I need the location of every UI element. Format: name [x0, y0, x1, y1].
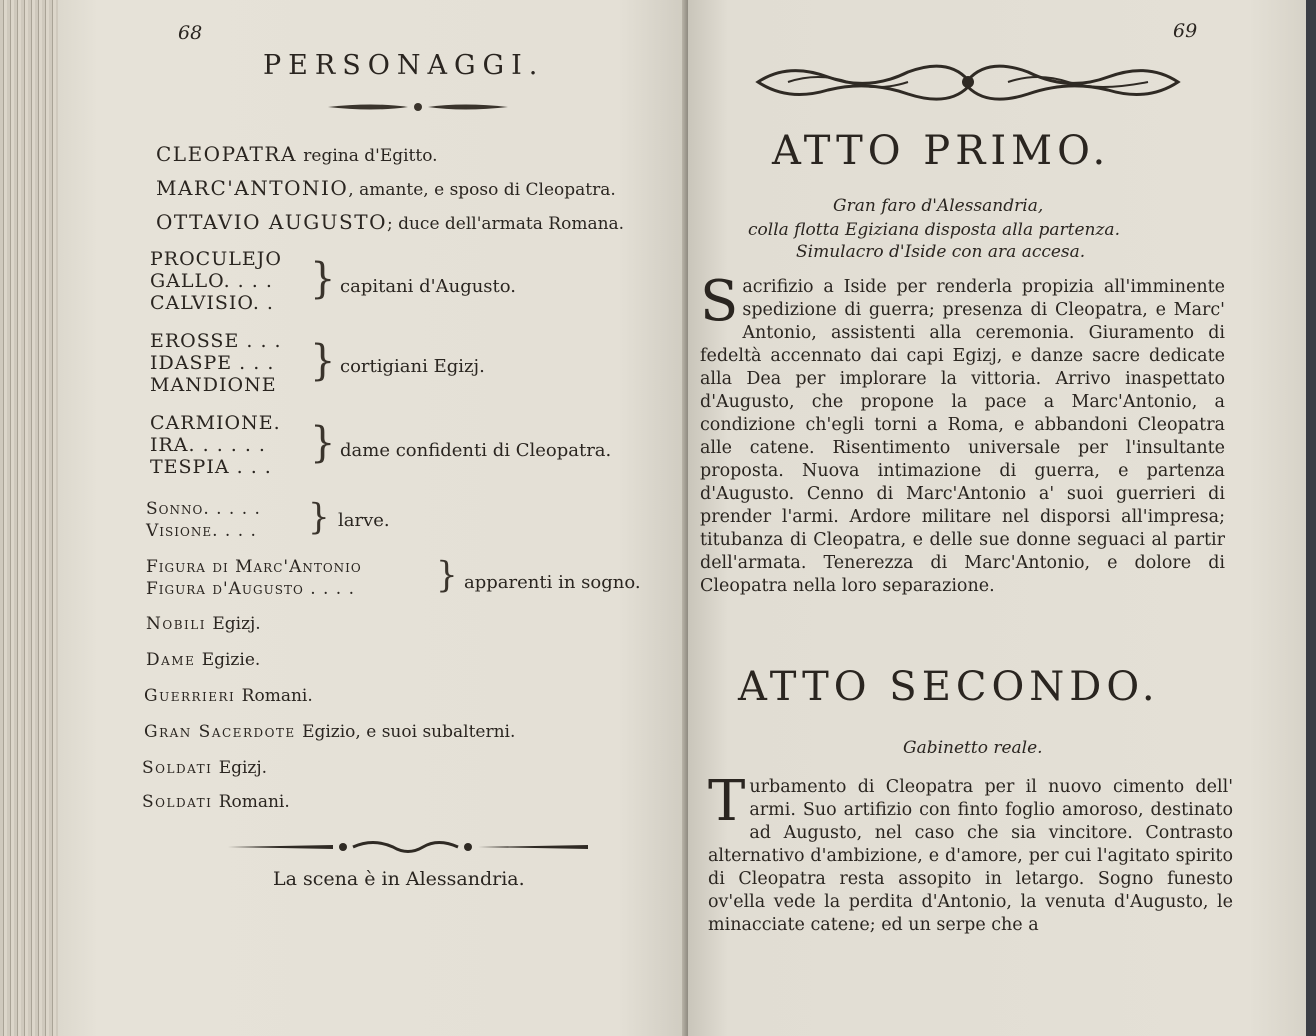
scene-note: La scena è in Alessandria.	[273, 868, 525, 890]
cast-name: OTTAVIO AUGUSTO	[156, 210, 387, 234]
brace-icon: }	[310, 254, 336, 304]
extra-name: Guerrieri	[144, 686, 236, 706]
cast-group	[150, 330, 282, 396]
cast-desc: regina d'Egitto.	[303, 146, 438, 166]
act-synopsis	[700, 269, 1225, 598]
decorative-headpiece-icon	[748, 52, 1188, 112]
extra-line	[142, 754, 267, 778]
group-name: IRA. . . . . .	[150, 434, 266, 456]
group-name: Sonno. . . . .	[146, 499, 261, 519]
act-setting-line: Simulacro d'Iside con ara accesa.	[796, 242, 1086, 262]
cast-name: MARC'ANTONIO	[156, 176, 349, 200]
group-name: IDASPE . . .	[150, 352, 275, 374]
cast-desc: , amante, e sposo di Cleopatra.	[348, 180, 616, 200]
extra-desc: Egizio, e suoi subalterni.	[302, 722, 516, 742]
extra-desc: Romani.	[218, 792, 290, 812]
cast-group	[150, 248, 282, 314]
extra-line	[146, 646, 260, 670]
extra-line	[142, 788, 290, 812]
group-name: Figura d'Augusto . . . .	[146, 579, 356, 599]
group-name: CARMIONE.	[150, 412, 281, 434]
page-number-left: 68	[178, 22, 203, 44]
extra-name: Gran Sacerdote	[144, 722, 296, 742]
extra-name: Soldati	[142, 792, 213, 812]
page-number-right: 69	[1173, 20, 1198, 42]
group-name: CALVISIO. .	[150, 292, 274, 314]
group-desc: larve.	[338, 510, 390, 531]
group-name: GALLO. . . .	[150, 270, 273, 292]
background-edge	[1306, 0, 1316, 1036]
group-name: Visione. . . .	[146, 521, 257, 541]
group-desc: dame confidenti di Cleopatra.	[340, 440, 612, 461]
left-page	[58, 0, 688, 1036]
act-setting-line: Gabinetto reale.	[903, 738, 1043, 758]
extra-desc: Egizj.	[218, 758, 268, 778]
cast-desc: ; duce dell'armata Romana.	[386, 214, 625, 234]
synopsis-text: acrifizio a Iside per renderla propizia all'imminente spedizione di guerra; presenza di Cleopatra, e Marc' Antonio, assistenti alla ceremonia. Giuramento di fedeltà accennato dai capi Egizj, e danze sacre dedicate alla Dea per implorare la vittoria. Arrivo inaspettato d'Augusto, che propone la pace a Marc'Antonio, a condizione ch'egli torni a Roma, e abbandoni Cleopatra alle catene. Risentimento universale per l'insultante proposta. Nuova intimazione di guerra, e partenza d'Augusto. Cenno di Marc'Antonio a' suoi guerrieri di prender l'armi. Ardore militare nel disporsi all'impresa; titubanza di Cleopatra, e delle sue donne seguaci al partir dell'armata. Tenerezza di Marc'Antonio, e dolore di Cleopatra nella loro separazione.	[700, 277, 1225, 596]
extra-line	[144, 718, 515, 742]
extra-name: Nobili	[146, 614, 206, 634]
brace-icon: }	[310, 336, 336, 386]
page-title: PERSONAGGI.	[263, 50, 545, 81]
cast-group	[146, 556, 362, 600]
group-desc: capitani d'Augusto.	[340, 276, 517, 297]
right-page	[688, 0, 1308, 1036]
synopsis-text: urbamento di Cleopatra per il nuovo cimento dell' armi. Suo artifizio con finto foglio amoroso, destinato ad Augusto, nel caso che sia vincitore. Contrasto alternativo d'ambizione, e d'amore, per cui l'agitato spirito di Cleopatra resta assopito in letargo. Sogno funesto ov'ella vede la perdita d'Antonio, la venuta d'Augusto, le minacciate catene; ed un serpe che a	[708, 777, 1233, 935]
brace-icon: }	[310, 418, 336, 468]
brace-icon: }	[436, 554, 458, 596]
ornament-divider-icon	[223, 836, 593, 858]
group-name: Figura di Marc'Antonio	[146, 557, 362, 577]
act-synopsis	[708, 769, 1233, 937]
cast-group	[150, 412, 281, 478]
group-name: TESPIA . . .	[150, 456, 272, 478]
act-setting-line: Gran faro d'Alessandria,	[833, 196, 1044, 216]
drop-cap: S	[700, 269, 739, 334]
extra-desc: Egizie.	[201, 650, 261, 670]
group-name: EROSSE . . .	[150, 330, 282, 352]
ornament-rule-icon	[323, 96, 513, 118]
cast-line	[156, 176, 616, 200]
extra-line	[146, 610, 261, 634]
act-title: ATTO SECONDO.	[738, 664, 1160, 710]
brace-icon: }	[308, 496, 330, 538]
cast-line	[156, 210, 624, 234]
cast-group	[146, 498, 261, 542]
group-desc: cortigiani Egizj.	[340, 356, 485, 377]
act-setting-line: colla flotta Egiziana disposta alla partenza.	[748, 220, 1120, 240]
cast-line	[156, 142, 438, 166]
cast-name: CLEOPATRA	[156, 142, 297, 166]
group-desc: apparenti in sogno.	[464, 572, 641, 593]
group-name: MANDIONE	[150, 374, 277, 396]
extra-line	[144, 682, 313, 706]
extra-name: Soldati	[142, 758, 213, 778]
act-title: ATTO PRIMO.	[772, 128, 1111, 174]
extra-desc: Romani.	[241, 686, 313, 706]
group-name: PROCULEJO	[150, 248, 282, 270]
extra-desc: Egizj.	[212, 614, 261, 634]
extra-name: Dame	[146, 650, 196, 670]
drop-cap: T	[708, 769, 746, 834]
